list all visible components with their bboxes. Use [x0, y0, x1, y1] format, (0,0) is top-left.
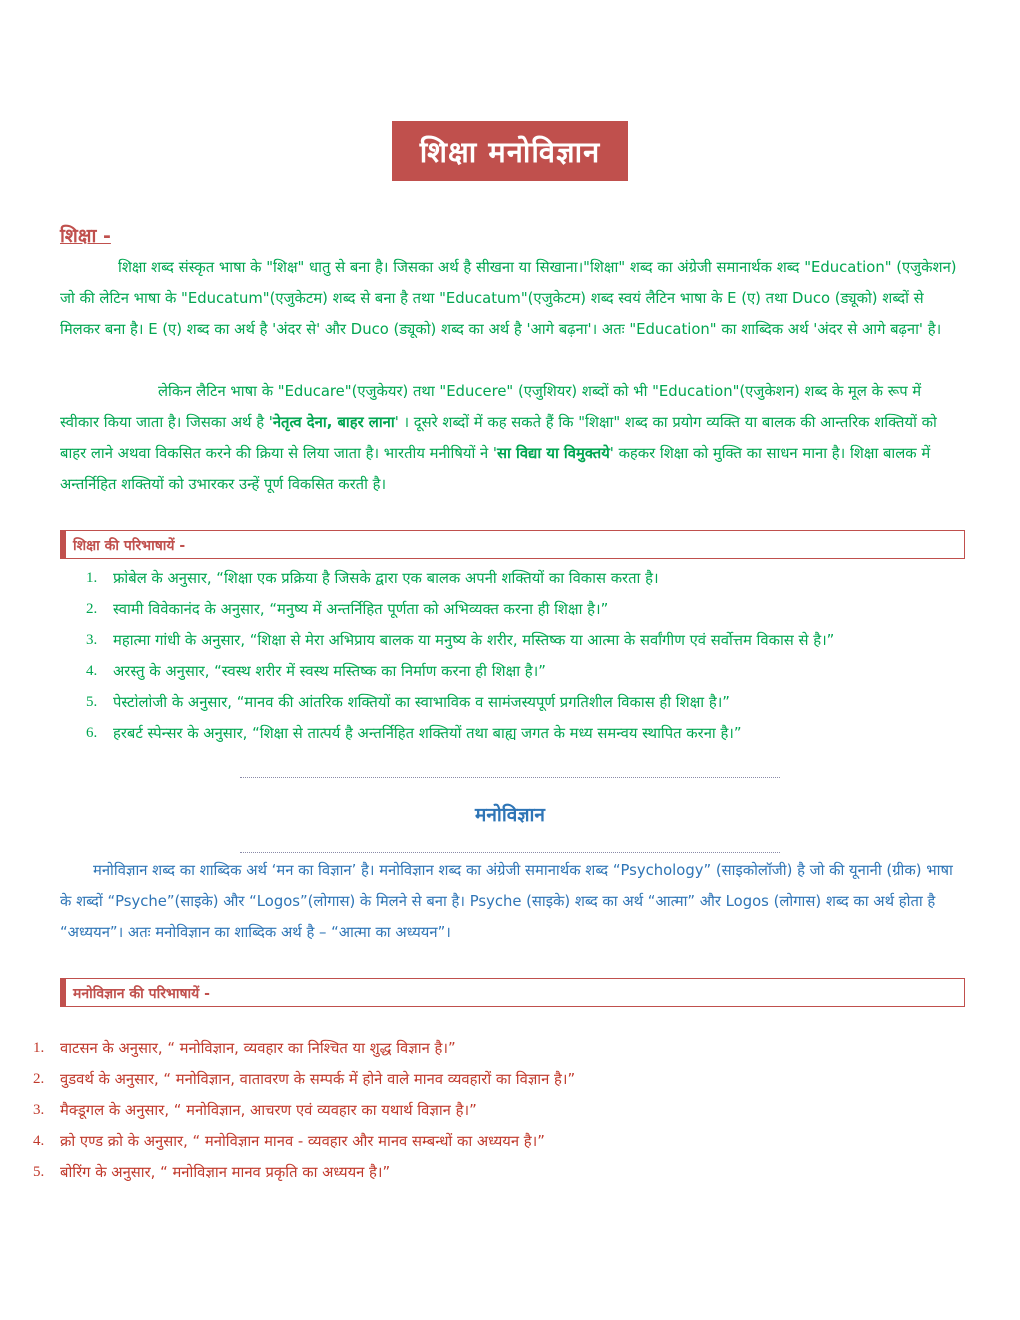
list-number: 1.: [33, 1040, 45, 1056]
list-item: [86, 563, 963, 594]
para2-text-c: ' । दूसरे शब्दों में कह सकते हैं कि "शिक्षा" शब्द का प्रयोग व्यक्ति या बालक की आन्तरिक शक्तियों को बाहर लाने अथवा विकसित करने की क्रिया से लिया जाता है। भारतीय मनीषियों ने ': [60, 414, 937, 462]
shiksha-paragraph-2: [60, 376, 960, 500]
header-accent-bar: [61, 531, 66, 558]
definition-text: वाटसन के अनुसार, “ मनोविज्ञान, व्यवहार का निश्चित या शुद्ध विज्ञान है।”: [60, 1040, 456, 1057]
list-number: 4.: [33, 1133, 45, 1149]
definition-text: अरस्तु के अनुसार, “स्वस्थ शरीर में स्वस्थ मस्तिष्क का निर्माण करना ही शिक्षा है।”: [113, 663, 546, 680]
list-item: [33, 1126, 960, 1157]
list-item: [86, 718, 963, 749]
definition-text: हरबर्ट स्पेन्सर के अनुसार, “शिक्षा से तात्पर्य है अन्तर्निहित शक्तियों तथा बाह्य जगत के मध्य समन्वय स्थापित करना है।”: [113, 725, 742, 742]
list-number: 6.: [86, 725, 98, 741]
manovigyan-definitions-list: [33, 1033, 960, 1188]
para2-bold-quote: सा विद्या या विमुक्तये: [497, 445, 610, 462]
shiksha-definitions-header: [60, 530, 965, 559]
list-item: [86, 656, 963, 687]
list-item: [33, 1033, 960, 1064]
dotted-divider-top: [240, 777, 780, 778]
definition-text: मैक्डूगल के अनुसार, “ मनोविज्ञान, आचरण एवं व्यवहार का यथार्थ विज्ञान है।”: [60, 1102, 477, 1119]
para2-text-e: ' कहकर शिक्षा को मुक्ति का साधन माना है। शिक्षा बालक में अन्तर्निहित शक्तियों को उभारकर उन्हें पूर्ण विकसित करती है।: [60, 445, 931, 493]
definition-text: वुडवर्थ के अनुसार, “ मनोविज्ञान, वातावरण के सम्पर्क में होने वाले मानव व्यवहारों का विज्ञान है।”: [60, 1071, 576, 1088]
list-number: 4.: [86, 663, 98, 679]
list-item: [86, 687, 963, 718]
section-heading-manovigyan: मनोविज्ञान: [475, 804, 545, 826]
list-number: 5.: [86, 694, 98, 710]
list-item: [33, 1064, 960, 1095]
section-heading-shiksha: शिक्षा -: [60, 225, 111, 247]
list-number: 1.: [86, 570, 98, 586]
para2-bold-meaning: नेतृत्व देना, बाहर लाना: [272, 414, 395, 431]
shiksha-definitions-list: [86, 563, 963, 749]
dotted-divider-bottom: [240, 852, 780, 853]
header-accent-bar: [61, 979, 66, 1006]
definition-text: क्रो एण्ड क्रो के अनुसार, “ मनोविज्ञान मानव - व्यवहार और मानव सम्बन्धों का अध्ययन है।”: [60, 1133, 545, 1150]
manovigyan-paragraph: मनोविज्ञान शब्द का शाब्दिक अर्थ ‘मन का विज्ञान’ है। मनोविज्ञान शब्द का अंग्रेजी समानार्थक शब्द “Psychology” (साइकोलॉजी) है जो की यूनानी (ग्रीक) भाषा के शब्दों “Psyche”(साइके) और “Logos”(लोगास) के मिलने से बना है। Psyche (साइके) शब्द का अर्थ “आत्मा” और Logos (लोगास) शब्द का अर्थ होता है “अध्ययन”। अतः मनोविज्ञान का शाब्दिक अर्थ है – “आत्मा का अध्ययन”।: [60, 862, 953, 941]
list-number: 2.: [86, 601, 98, 617]
manovigyan-definitions-header: [60, 978, 965, 1007]
list-item: [33, 1157, 960, 1188]
page-title-banner: [392, 121, 628, 181]
definition-text: फ्रा॓बेल के अनुसार, “शिक्षा एक प्रक्रिया है जिसके द्वारा एक बालक अपनी शक्तियों का विकास करता है।: [113, 570, 659, 587]
list-number: 5.: [33, 1164, 45, 1180]
definition-text: महात्मा गांधी के अनुसार, “शिक्षा से मेरा अभिप्राय बालक या मनुष्य के शरीर, मस्तिष्क या आत्मा के सर्वांगीण एवं सर्वोत्तम विकास से है।”: [113, 632, 835, 649]
shiksha-definitions-heading: शिक्षा की परिभाषायें -: [73, 538, 186, 554]
para2-text-a: लेकिन लैटिन भाषा के "Educare"(एजुकेयर) तथा "Educere" (एजुशियर) शब्दों को भी "Education"(एजुकेशन) शब्द के मूल के रूप में स्वीकार किया जाता है। जिसका अर्थ है ': [60, 383, 922, 431]
definition-text: पेस्टा॓ला॓जी के अनुसार, “मानव की आंतरिक शक्तियों का स्वाभाविक व सामंजस्यपूर्ण प्रगतिशील विकास ही शिक्षा है।”: [113, 694, 730, 711]
list-item: [86, 625, 963, 656]
definition-text: स्वामी विवेकानंद के अनुसार, “मनुष्य में अन्तर्निहित पूर्णता को अभिव्यक्त करना ही शिक्षा है।”: [113, 601, 609, 618]
list-number: 3.: [86, 632, 98, 648]
list-item: [86, 594, 963, 625]
manovigyan-definitions-heading: मनोविज्ञान की परिभाषायें -: [73, 986, 210, 1002]
list-item: [33, 1095, 960, 1126]
shiksha-paragraph-1: शिक्षा शब्द संस्कृत भाषा के "शिक्ष" धातु से बना है। जिसका अर्थ है सीखना या सिखाना।"शिक्षा" शब्द का अंग्रेजी समानार्थक शब्द "Education" (एजुकेशन) जो की लेटिन भाषा के "Educatum"(एजुकेटम) शब्द से बना है तथा "Educatum"(एजुकेटम) शब्द स्वयं लैटिन भाषा के E (ए) तथा Duco (ड्यूको) शब्दों से मिलकर बना है। E (ए) शब्द का अर्थ है 'अंदर से' और Duco (ड्यूको) शब्द का अर्थ है 'आगे बढ़ना'। अतः "Education" का शाब्दिक अर्थ 'अंदर से आगे बढ़ना' है।: [60, 259, 957, 338]
page-title: शिक्षा मनोविज्ञान: [419, 134, 601, 169]
list-number: 3.: [33, 1102, 45, 1118]
list-number: 2.: [33, 1071, 45, 1087]
definition-text: बोरिंग के अनुसार, “ मनोविज्ञान मानव प्रकृति का अध्ययन है।”: [60, 1164, 391, 1181]
